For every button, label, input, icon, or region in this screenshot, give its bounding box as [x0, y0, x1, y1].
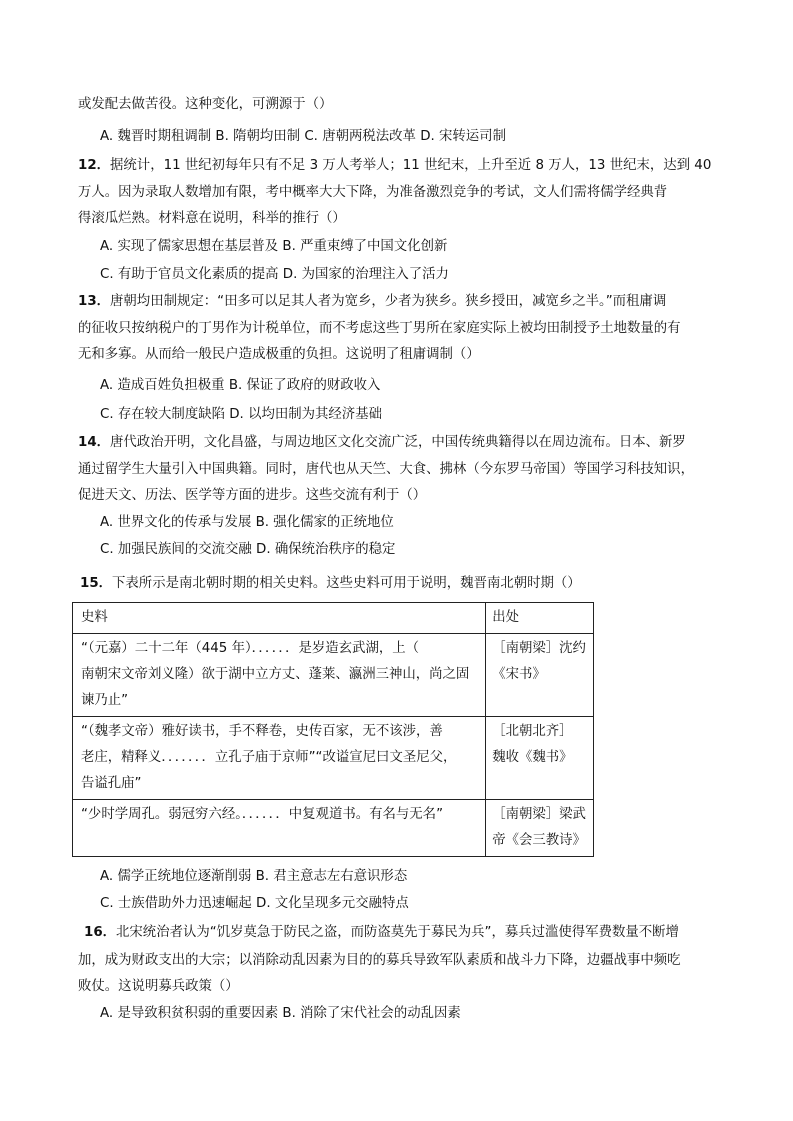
question-number: 15． — [80, 576, 113, 591]
table-header-cell: 史料 — [73, 603, 486, 634]
q12-options-cd: C. 有助于官员文化素质的提高 D. 为国家的治理注入了活力 — [100, 267, 449, 282]
cell-line: ［南朝梁］沈约 — [492, 641, 586, 656]
q16-stem-line-3: 败仗。这说明募兵政策（） — [78, 979, 239, 994]
q14-stem-line-2: 通过留学生大量引入中国典籍。同时，唐代也从天竺、大食、拂林（今东罗马帝国）等国学习科技知识， — [78, 462, 694, 477]
q16-stem-line-1 — [84, 924, 679, 942]
q15-options-cd: C. 士族借助外力迅速崛起 D. 文化呈现多元交融特点 — [100, 896, 409, 911]
table-row — [73, 800, 594, 857]
table-cell-source — [486, 634, 594, 717]
cell-line: 魏收《魏书》 — [492, 750, 573, 765]
q14-stem-line-3: 促进天文、历法、医学等方面的进步。这些交流有利于（） — [78, 488, 427, 503]
cell-line: 谏乃止” — [81, 693, 129, 708]
q13-stem-line-3: 无和多寡。从而给一般民户造成极重的负担。这说明了租庸调制（） — [78, 347, 480, 362]
q13-stem-line-2: 的征收只按纳税户的丁男作为计税单位，而不考虑这些丁男所在家庭实际上被均田制授予土地数量的有 — [78, 321, 681, 336]
question-number: 14． — [78, 435, 111, 450]
question-number: 13． — [78, 294, 111, 309]
q14-stem-line-1 — [78, 434, 686, 452]
cell-line: ［南朝梁］梁武 — [492, 807, 586, 822]
text-line: 据统计，11 世纪初每年只有不足 3 万人考举人；11 世纪末，上升至近 8 万人，13 世纪末，达到 40 — [110, 158, 712, 173]
text-line: 北宋统治者认为“饥岁莫急于防民之盗，而防盗莫先于募民为兵”，募兵过滥使得军费数量不断增 — [116, 925, 679, 940]
cell-line: “少时学周孔。弱冠穷六经。．．．．．．中复观道书。有名与无名” — [81, 807, 444, 822]
q13-options-ab: A. 造成百姓负担极重 B. 保证了政府的财政收入 — [100, 378, 381, 393]
text-line: 唐朝均田制规定：“田多可以足其人者为宽乡，少者为狭乡。狭乡授田，减宽乡之半。”而租庸调 — [110, 294, 667, 309]
table-cell-source — [486, 717, 594, 800]
text-line: 下表所示是南北朝时期的相关史料。这些史料可用于说明，魏晋南北朝时期（） — [112, 576, 581, 591]
table-cell-text — [73, 800, 486, 857]
table-row — [73, 634, 594, 717]
cell-line: 《宋书》 — [492, 667, 546, 682]
q12-stem-line-3: 得滚瓜烂熟。材料意在说明，科举的推行（） — [78, 211, 346, 226]
table-row — [73, 717, 594, 800]
table-cell-source — [486, 800, 594, 857]
q13-stem-line-1 — [78, 293, 666, 311]
question-number: 16． — [84, 925, 117, 940]
q16-stem-line-2: 加，成为财政支出的大宗；以消除动乱因素为目的的募兵导致军队素质和战斗力下降，边疆战事中频吃 — [78, 953, 681, 968]
q13-options-cd: C. 存在较大制度缺陷 D. 以均田制为其经济基础 — [100, 407, 382, 422]
table-header-cell: 出处 — [486, 603, 594, 634]
cell-line: “（魏孝文帝）雅好读书，手不释卷，史传百家，无不该涉，善 — [81, 724, 443, 739]
q12-stem-line-2: 万人。因为录取人数增加有限，考中概率大大下降，为准备激烈竞争的考试，文人们需将儒学经典背 — [78, 185, 668, 200]
q12-stem-line-1 — [78, 157, 711, 175]
question-number: 12． — [78, 158, 111, 173]
table-header-row — [73, 603, 594, 634]
table-cell-text — [73, 717, 486, 800]
q14-options-ab: A. 世界文化的传承与发展 B. 强化儒家的正统地位 — [100, 515, 394, 530]
table-cell-text — [73, 634, 486, 717]
cell-line: “（元嘉）二十二年（445 年）．．．．．．是岁造玄武湖，上（ — [81, 641, 420, 656]
q15-stem — [80, 575, 581, 593]
source-table — [72, 602, 594, 857]
q14-options-cd: C. 加强民族间的交流交融 D. 确保统治秩序的稳定 — [100, 542, 396, 557]
q12-options-ab: A. 实现了儒家思想在基层普及 B. 严重束缚了中国文化创新 — [100, 239, 448, 254]
cell-line: 南朝宋文帝刘义隆）欲于湖中立方丈、蓬莱、瀛洲三神山，尚之固 — [81, 667, 470, 682]
cell-line: 帝《会三教诗》 — [492, 833, 586, 848]
cell-line: 老庄，精释义．．．．．．．立孔子庙于京师”“改谥宣尼曰文圣尼父， — [81, 750, 457, 765]
text-line: 唐代政治开明，文化昌盛，与周边地区文化交流广泛，中国传统典籍得以在周边流布。日本、新罗 — [110, 435, 686, 450]
cell-line: ［北朝北齐］ — [492, 724, 573, 739]
q15-options-ab: A. 儒学正统地位逐渐削弱 B. 君主意志左右意识形态 — [100, 869, 408, 884]
text-line: 或发配去做苦役。这种变化，可溯源于（） — [78, 97, 333, 112]
q11-options: A. 魏晋时期租调制 B. 隋朝均田制 C. 唐朝两税法改革 D. 宋转运司制 — [100, 129, 506, 144]
cell-line: 告谥孔庙” — [81, 776, 142, 791]
q16-options-ab: A. 是导致积贫积弱的重要因素 B. 消除了宋代社会的动乱因素 — [100, 1006, 461, 1021]
